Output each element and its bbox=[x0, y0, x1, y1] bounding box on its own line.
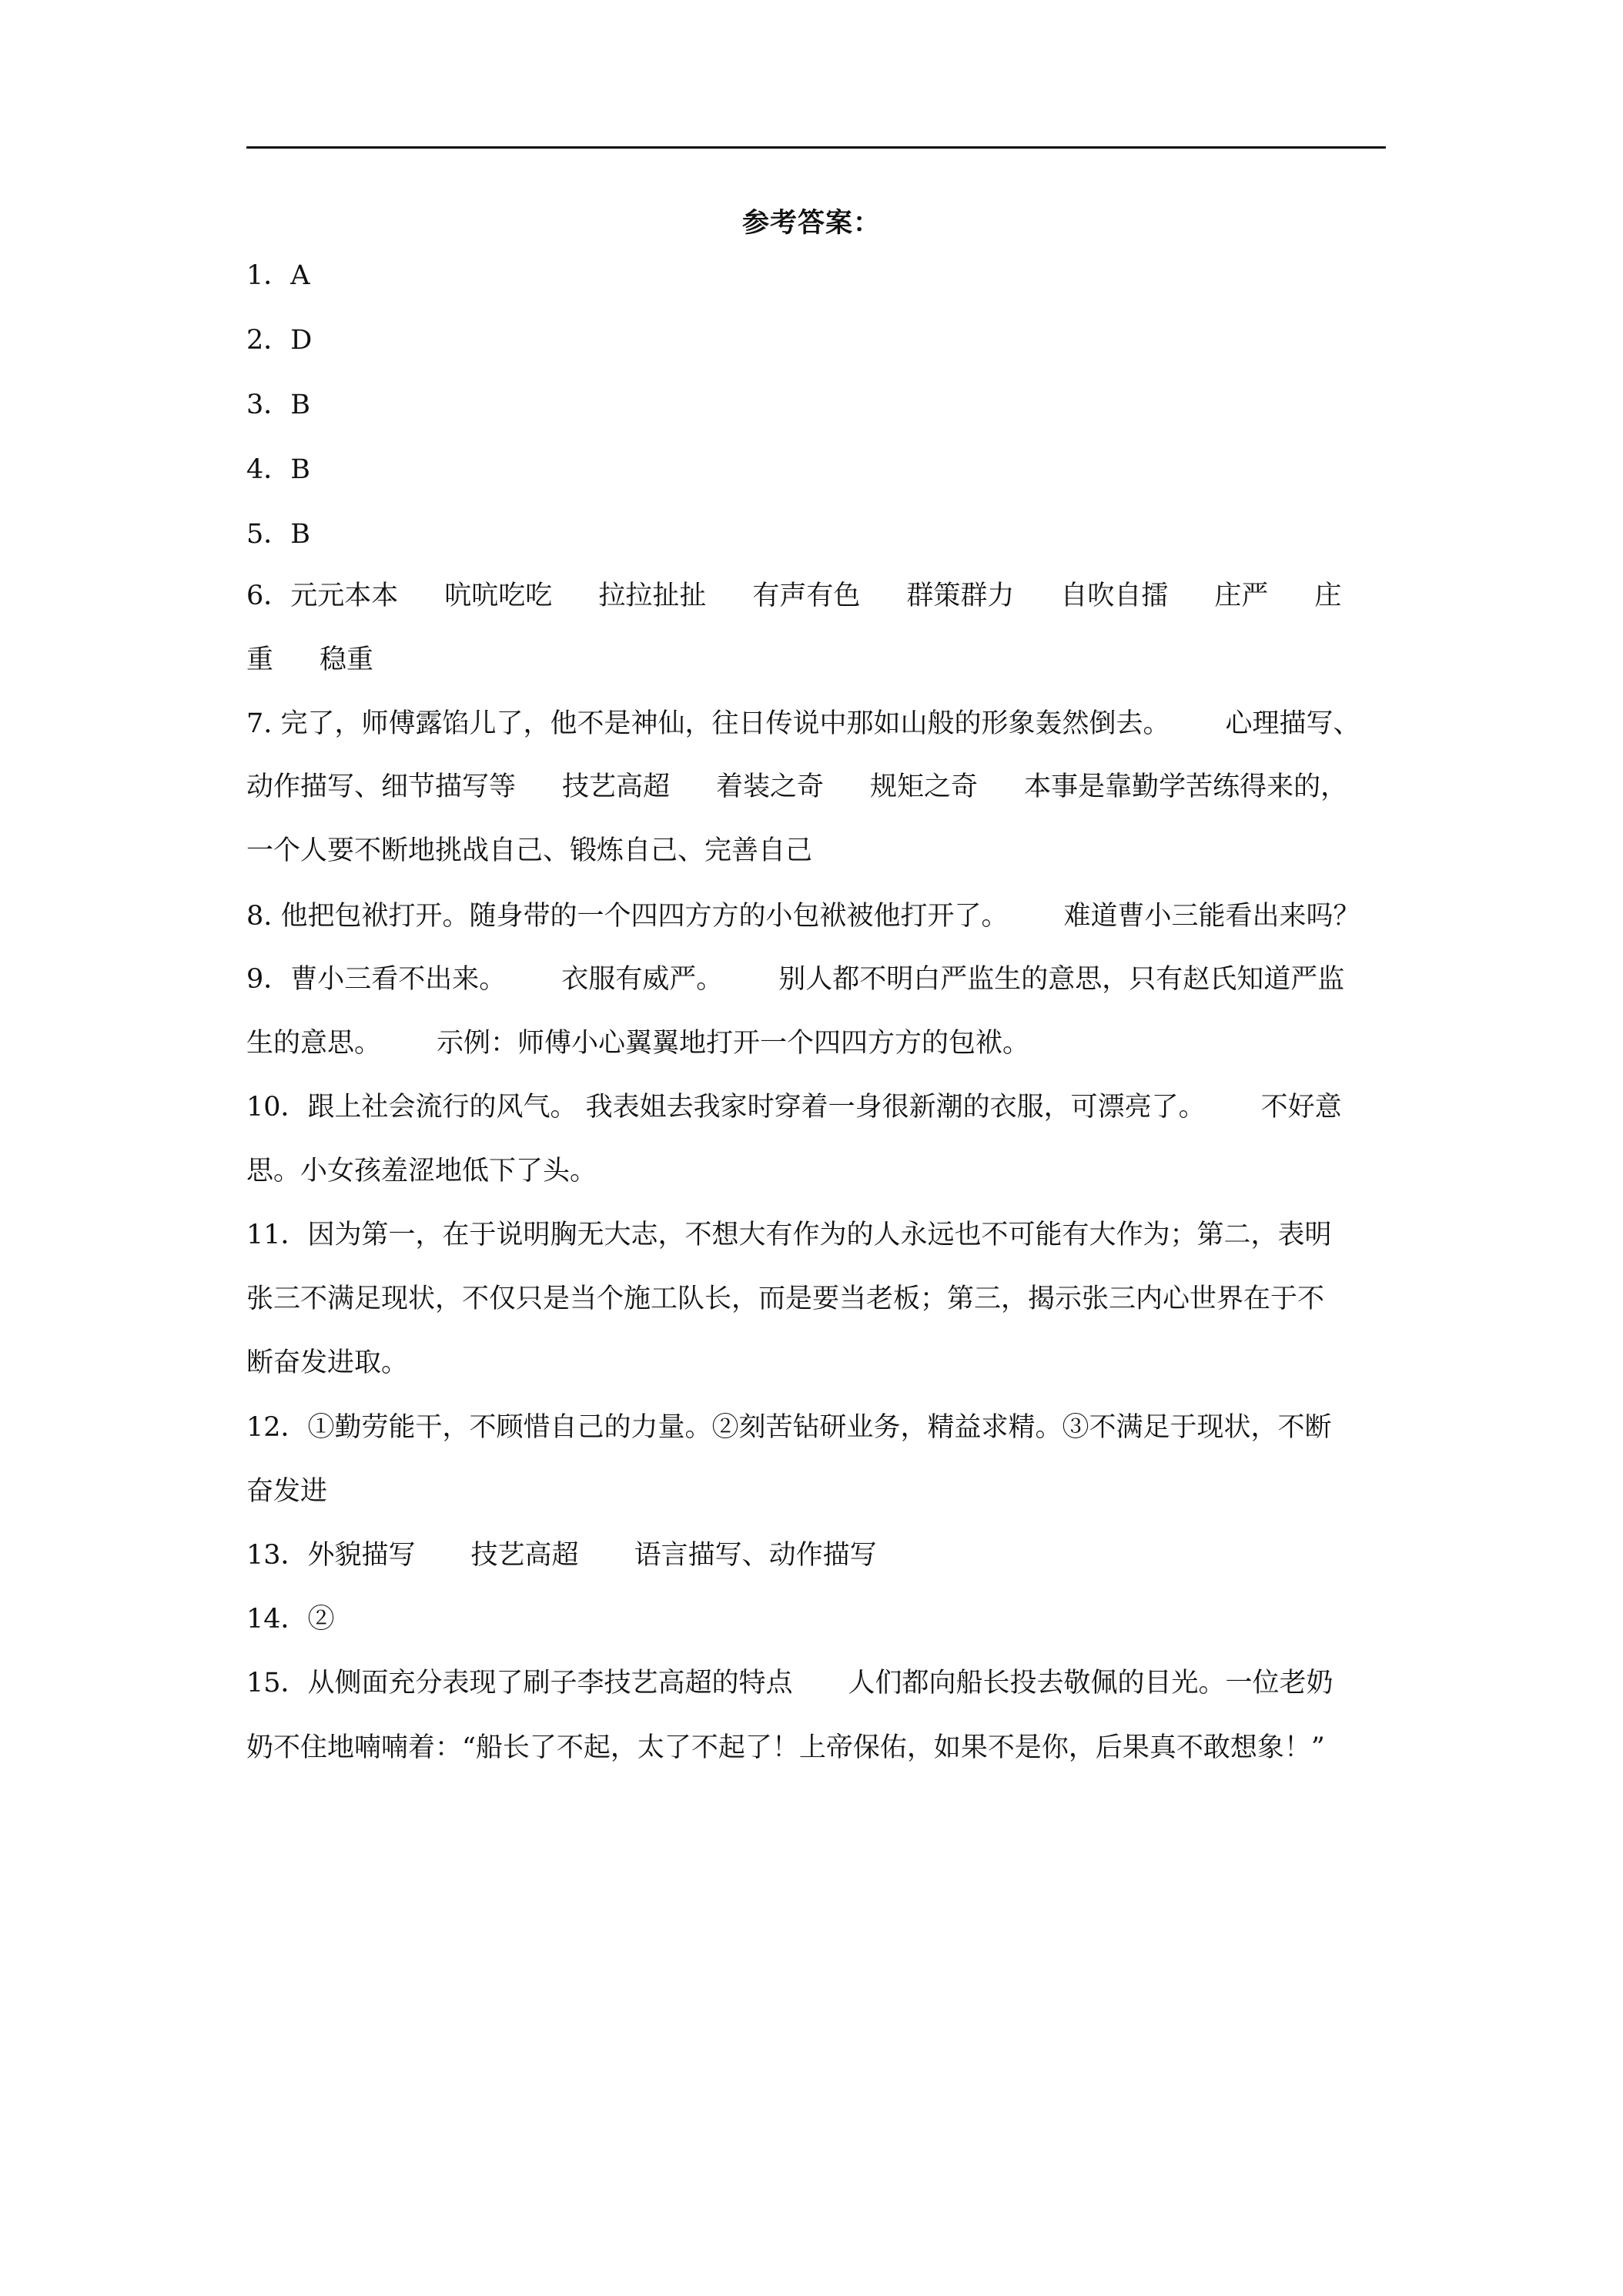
answer-13 bbox=[246, 1538, 1394, 1572]
answer-10-line-2: 思。小女孩羞涩地低下了头。 bbox=[246, 1156, 597, 1186]
answer-9-text: 9．曹小三看不出来。 bbox=[246, 964, 507, 995]
answer-6-item: 重 bbox=[246, 644, 274, 675]
answer-8 bbox=[246, 899, 1394, 933]
answer-10-line-1 bbox=[246, 1090, 1394, 1124]
answer-10-text: 10．跟上社会流行的风气。 我表姐去我家时穿着一身很新潮的衣服，可漂亮了。 bbox=[246, 1092, 1206, 1123]
answer-7-text: 动作描写、细节描写等 bbox=[246, 771, 517, 802]
answer-6-item: 群策群力 bbox=[906, 581, 1015, 611]
answer-7-text: 规矩之奇 bbox=[870, 771, 979, 802]
answer-15-text: 人们都向船长投去敬佩的目光。一位老奶 bbox=[848, 1668, 1334, 1699]
answer-1: 1．A bbox=[246, 260, 310, 291]
answer-13-text: 13．外貌描写 bbox=[246, 1540, 416, 1571]
answer-9-text: 示例：师傅小心翼翼地打开一个四四方方的包袱。 bbox=[437, 1028, 1030, 1059]
answer-14: 14．② bbox=[246, 1604, 335, 1635]
answer-7-line-2 bbox=[246, 770, 1394, 804]
answer-3: 3．B bbox=[246, 390, 310, 420]
answer-12-line-1: 12．①勤劳能干，不顾惜自己的力量。②刻苦钻研业务，精益求精。③不满足于现状，不断 bbox=[246, 1412, 1332, 1443]
answer-5: 5．B bbox=[246, 519, 310, 550]
answer-6-line-2 bbox=[246, 643, 1394, 677]
answer-9-line-1 bbox=[246, 962, 1394, 996]
answer-6-item: 庄 bbox=[1314, 581, 1342, 611]
answer-9-text: 别人都不明白严监生的意思，只有赵氏知道严监 bbox=[778, 964, 1345, 995]
answer-4: 4．B bbox=[246, 454, 310, 485]
answer-11-line-2: 张三不满足现状，不仅只是当个施工队长，而是要当老板；第三，揭示张三内心世界在于不 bbox=[246, 1284, 1325, 1314]
answer-8-text: 8. 他把包袱打开。随身带的一个四四方方的小包袱被他打开了。 bbox=[246, 901, 1009, 932]
answer-13-text: 语言描写、动作描写 bbox=[634, 1540, 877, 1571]
answer-6-item: 元元本本 bbox=[290, 581, 399, 611]
answer-9-text: 衣服有威严。 bbox=[561, 964, 724, 995]
answer-10-text: 不好意 bbox=[1260, 1092, 1342, 1123]
answer-7-text: 技艺高超 bbox=[562, 771, 671, 802]
top-divider bbox=[246, 146, 1386, 149]
answer-6-item: 拉拉扯扯 bbox=[598, 581, 707, 611]
answer-13-text: 技艺高超 bbox=[470, 1540, 579, 1571]
answer-11-line-1: 11．因为第一，在于说明胸无大志，不想大有作为的人永远也不可能有大作为；第二，表明 bbox=[246, 1220, 1332, 1250]
answer-6-item: 庄严 bbox=[1214, 581, 1269, 611]
answer-6-item: 吭吭吃吃 bbox=[444, 581, 553, 611]
answer-7-text: 本事是靠勤学苦练得来的， bbox=[1024, 771, 1348, 802]
answer-7-text: 着装之奇 bbox=[716, 771, 825, 802]
page-title: 参考答案： bbox=[741, 208, 881, 239]
answer-7-text: 7. 完了，师傅露馅儿了，他不是神仙，往日传说中那如山般的形象轰然倒去。 bbox=[246, 708, 1170, 739]
answer-6-prefix: 6． bbox=[246, 581, 291, 611]
answer-7-line-3: 一个人要不断地挑战自己、锻炼自己、完善自己 bbox=[246, 835, 813, 866]
answer-6-item: 有声有色 bbox=[752, 581, 861, 611]
answer-9-text: 生的意思。 bbox=[246, 1028, 382, 1059]
answer-11-line-3: 断奋发进取。 bbox=[246, 1347, 409, 1378]
answer-15-text: 15．从侧面充分表现了刷子李技艺高超的特点 bbox=[246, 1668, 793, 1699]
answer-7-text: 心理描写、 bbox=[1225, 708, 1360, 739]
answer-6-line-1 bbox=[246, 579, 1394, 613]
answer-9-line-2 bbox=[246, 1026, 1394, 1060]
answer-8-text: 难道曹小三能看出来吗？ bbox=[1063, 901, 1360, 932]
answer-12-line-2: 奋发进 bbox=[246, 1476, 328, 1507]
answer-7-line-1 bbox=[246, 707, 1394, 741]
answer-2: 2．D bbox=[246, 325, 313, 356]
answer-15-line-1 bbox=[246, 1666, 1394, 1700]
answer-15-line-2: 奶不住地喃喃着：“船长了不起，太了不起了！上帝保佑，如果不是你，后果真不敢想象！” bbox=[246, 1732, 1325, 1763]
answer-6-item: 自吹自擂 bbox=[1060, 581, 1169, 611]
answer-6-item: 稳重 bbox=[320, 644, 374, 675]
